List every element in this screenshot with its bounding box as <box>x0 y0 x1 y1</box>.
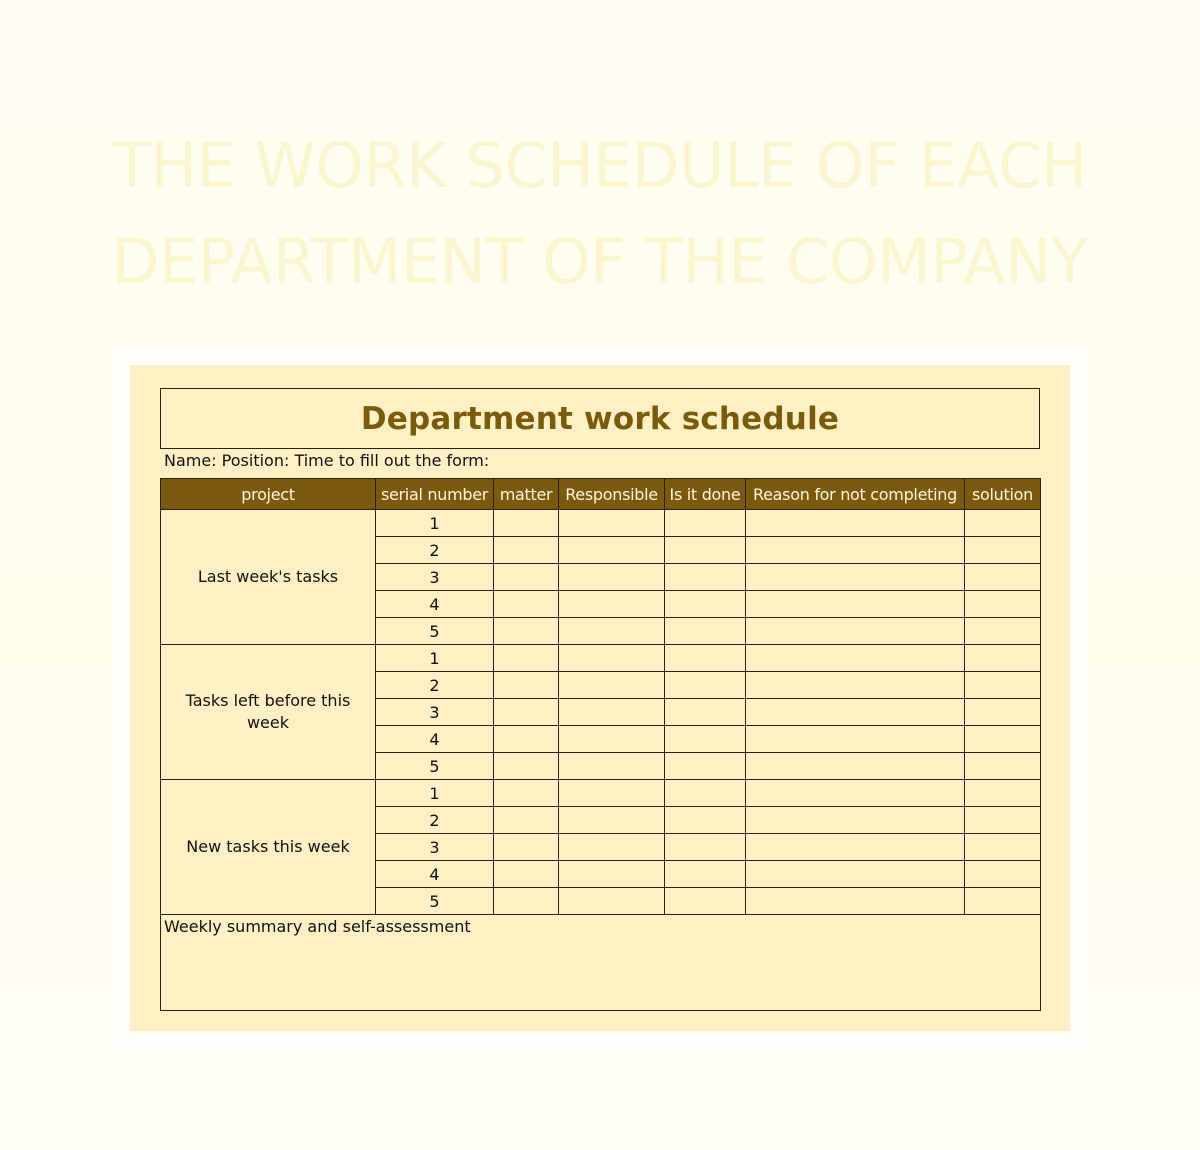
matter-cell[interactable] <box>494 591 559 618</box>
reason-cell[interactable] <box>746 834 965 861</box>
reason-cell[interactable] <box>746 537 965 564</box>
responsible-cell[interactable] <box>559 510 665 537</box>
header-is-it-done: Is it done <box>665 479 746 510</box>
responsible-cell[interactable] <box>559 726 665 753</box>
matter-cell[interactable] <box>494 780 559 807</box>
is-it-done-cell[interactable] <box>665 861 746 888</box>
form-title-box <box>160 388 1040 449</box>
table-row <box>161 510 1041 537</box>
form-meta-line: Name: Position: Time to fill out the form: <box>164 451 490 470</box>
solution-cell[interactable] <box>965 753 1041 780</box>
responsible-cell[interactable] <box>559 537 665 564</box>
solution-cell[interactable] <box>965 672 1041 699</box>
serial-number-cell: 4 <box>376 861 494 888</box>
serial-number-cell: 3 <box>376 699 494 726</box>
group-label: Tasks left before this week <box>161 645 376 780</box>
matter-cell[interactable] <box>494 888 559 915</box>
responsible-cell[interactable] <box>559 753 665 780</box>
table-row <box>161 780 1041 807</box>
solution-cell[interactable] <box>965 537 1041 564</box>
header-solution: solution <box>965 479 1041 510</box>
reason-cell[interactable] <box>746 510 965 537</box>
serial-number-cell: 4 <box>376 726 494 753</box>
summary-cell[interactable]: Weekly summary and self-assessment <box>161 915 1041 1011</box>
is-it-done-cell[interactable] <box>665 726 746 753</box>
serial-number-cell: 2 <box>376 807 494 834</box>
responsible-cell[interactable] <box>559 672 665 699</box>
matter-cell[interactable] <box>494 510 559 537</box>
reason-cell[interactable] <box>746 726 965 753</box>
solution-cell[interactable] <box>965 780 1041 807</box>
is-it-done-cell[interactable] <box>665 834 746 861</box>
reason-cell[interactable] <box>746 564 965 591</box>
header-row <box>161 479 1041 510</box>
matter-cell[interactable] <box>494 564 559 591</box>
solution-cell[interactable] <box>965 699 1041 726</box>
solution-cell[interactable] <box>965 618 1041 645</box>
is-it-done-cell[interactable] <box>665 618 746 645</box>
schedule-table <box>160 478 1041 1011</box>
matter-cell[interactable] <box>494 618 559 645</box>
reason-cell[interactable] <box>746 645 965 672</box>
reason-cell[interactable] <box>746 591 965 618</box>
solution-cell[interactable] <box>965 888 1041 915</box>
reason-cell[interactable] <box>746 699 965 726</box>
summary-row <box>161 915 1041 1011</box>
solution-cell[interactable] <box>965 645 1041 672</box>
is-it-done-cell[interactable] <box>665 510 746 537</box>
reason-cell[interactable] <box>746 618 965 645</box>
reason-cell[interactable] <box>746 672 965 699</box>
responsible-cell[interactable] <box>559 699 665 726</box>
serial-number-cell: 3 <box>376 564 494 591</box>
is-it-done-cell[interactable] <box>665 780 746 807</box>
header-matter: matter <box>494 479 559 510</box>
responsible-cell[interactable] <box>559 645 665 672</box>
matter-cell[interactable] <box>494 537 559 564</box>
header-responsible: Responsible <box>559 479 665 510</box>
matter-cell[interactable] <box>494 699 559 726</box>
solution-cell[interactable] <box>965 861 1041 888</box>
responsible-cell[interactable] <box>559 618 665 645</box>
table-row <box>161 645 1041 672</box>
solution-cell[interactable] <box>965 726 1041 753</box>
is-it-done-cell[interactable] <box>665 807 746 834</box>
reason-cell[interactable] <box>746 888 965 915</box>
header-serial-number: serial number <box>376 479 494 510</box>
form-title: Department work schedule <box>360 400 840 437</box>
serial-number-cell: 1 <box>376 645 494 672</box>
is-it-done-cell[interactable] <box>665 591 746 618</box>
solution-cell[interactable] <box>965 834 1041 861</box>
serial-number-cell: 1 <box>376 510 494 537</box>
solution-cell[interactable] <box>965 807 1041 834</box>
reason-cell[interactable] <box>746 780 965 807</box>
matter-cell[interactable] <box>494 645 559 672</box>
is-it-done-cell[interactable] <box>665 699 746 726</box>
responsible-cell[interactable] <box>559 780 665 807</box>
matter-cell[interactable] <box>494 672 559 699</box>
responsible-cell[interactable] <box>559 564 665 591</box>
is-it-done-cell[interactable] <box>665 888 746 915</box>
matter-cell[interactable] <box>494 753 559 780</box>
matter-cell[interactable] <box>494 861 559 888</box>
solution-cell[interactable] <box>965 564 1041 591</box>
responsible-cell[interactable] <box>559 888 665 915</box>
schedule-body <box>161 510 1041 1011</box>
serial-number-cell: 2 <box>376 537 494 564</box>
group-label: New tasks this week <box>161 780 376 915</box>
is-it-done-cell[interactable] <box>665 672 746 699</box>
serial-number-cell: 2 <box>376 672 494 699</box>
header-project: project <box>161 479 376 510</box>
matter-cell[interactable] <box>494 807 559 834</box>
is-it-done-cell[interactable] <box>665 564 746 591</box>
is-it-done-cell[interactable] <box>665 537 746 564</box>
is-it-done-cell[interactable] <box>665 645 746 672</box>
serial-number-cell: 5 <box>376 888 494 915</box>
reason-cell[interactable] <box>746 861 965 888</box>
serial-number-cell: 3 <box>376 834 494 861</box>
reason-cell[interactable] <box>746 753 965 780</box>
reason-cell[interactable] <box>746 807 965 834</box>
solution-cell[interactable] <box>965 591 1041 618</box>
responsible-cell[interactable] <box>559 861 665 888</box>
matter-cell[interactable] <box>494 726 559 753</box>
matter-cell[interactable] <box>494 834 559 861</box>
serial-number-cell: 5 <box>376 618 494 645</box>
hero-title-line-2: DEPARTMENT OF THE COMPANY <box>111 225 1089 298</box>
solution-cell[interactable] <box>965 510 1041 537</box>
serial-number-cell: 5 <box>376 753 494 780</box>
hero-title <box>0 118 1200 310</box>
responsible-cell[interactable] <box>559 834 665 861</box>
is-it-done-cell[interactable] <box>665 753 746 780</box>
group-label: Last week's tasks <box>161 510 376 645</box>
serial-number-cell: 4 <box>376 591 494 618</box>
hero-title-line-1: THE WORK SCHEDULE OF EACH <box>113 129 1087 202</box>
serial-number-cell: 1 <box>376 780 494 807</box>
responsible-cell[interactable] <box>559 591 665 618</box>
responsible-cell[interactable] <box>559 807 665 834</box>
header-reason: Reason for not completing <box>746 479 965 510</box>
